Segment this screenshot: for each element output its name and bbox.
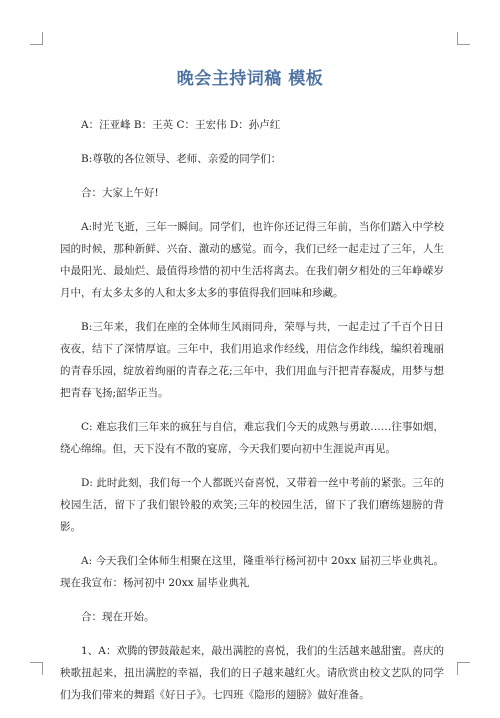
paragraph-b-opening: B:三年来，我们在座的全体师生风雨同舟，荣辱与共，一起走过了千百个日日夜夜，结下了深情厚谊。三年中，我们用追求作经线，用信念作纬线，编织着瑰丽的青春乐园，绽放着绚丽的青春之花;三年中，我们用血与汗把青春凝成，用梦与想把青春飞扬;韶华正当。 <box>60 321 444 399</box>
paragraph-c-opening: C: 难忘我们三年来的疯狂与自信，难忘我们今天的成熟与勇敢……往事如烟，绕心绵绵。但，天下没有不散的宴席，今天我们要向初中生涯说声再见。 <box>60 421 444 455</box>
crop-mark-bottom-right <box>457 662 470 675</box>
crop-mark-top-right <box>457 32 470 45</box>
paragraph-program-1: 1、A：欢腾的锣鼓敲起来，敲出满腔的喜悦，我们的生活越来越甜蜜。喜庆的秧歌扭起来，扭出满腔的幸福，我们的日子越来越红火。请欣赏由校文艺队的同学们为我们带来的舞蹈《好日子》。七四班《隐形的翅膀》做好准备。 <box>60 645 444 701</box>
paragraph-d-opening: D: 此时此刻，我们每一个人都既兴奋喜悦，又带着一丝中考前的紧张。三年的校园生活，留下了我们银铃般的欢笑;三年的校园生活，留下了我们磨练翅膀的背影。 <box>60 477 444 533</box>
crop-mark-bottom-left <box>30 662 43 675</box>
document-body <box>60 114 444 718</box>
paragraph-chorus-greeting: 合：大家上午好! <box>81 187 159 199</box>
document-title: 晚会主持词稿 模板 <box>176 69 324 89</box>
crop-mark-top-left <box>30 32 43 45</box>
paragraph-hosts: A：汪亚峰 B：王英 C：王宏伟 D：孙卢红 <box>81 119 281 131</box>
paragraph-greeting: B:尊敬的各位领导、老师、亲爱的同学们： <box>81 153 282 165</box>
paragraph-a-announcement: A: 今天我们全体师生相聚在这里，隆重举行杨河初中 20xx 届初三毕业典礼。现在我宣布：杨河初中 20xx 届毕业典礼 <box>60 555 444 589</box>
paragraph-chorus-start: 合：现在开始。 <box>81 611 155 623</box>
paragraph-a-opening: A:时光飞逝，三年一瞬间。同学们，也许你还记得三年前，当你们踏入中学校园的时候，那种新鲜、兴奋、激动的感觉。而今，我们已经一起走过了三年，人生中最阳光、最灿烂、最值得珍惜的初中生活将离去。在我们朝夕相处的三年峥嵘岁月中，有太多太多的人和太多太多的事值得我们回味和珍藏。 <box>60 221 444 299</box>
